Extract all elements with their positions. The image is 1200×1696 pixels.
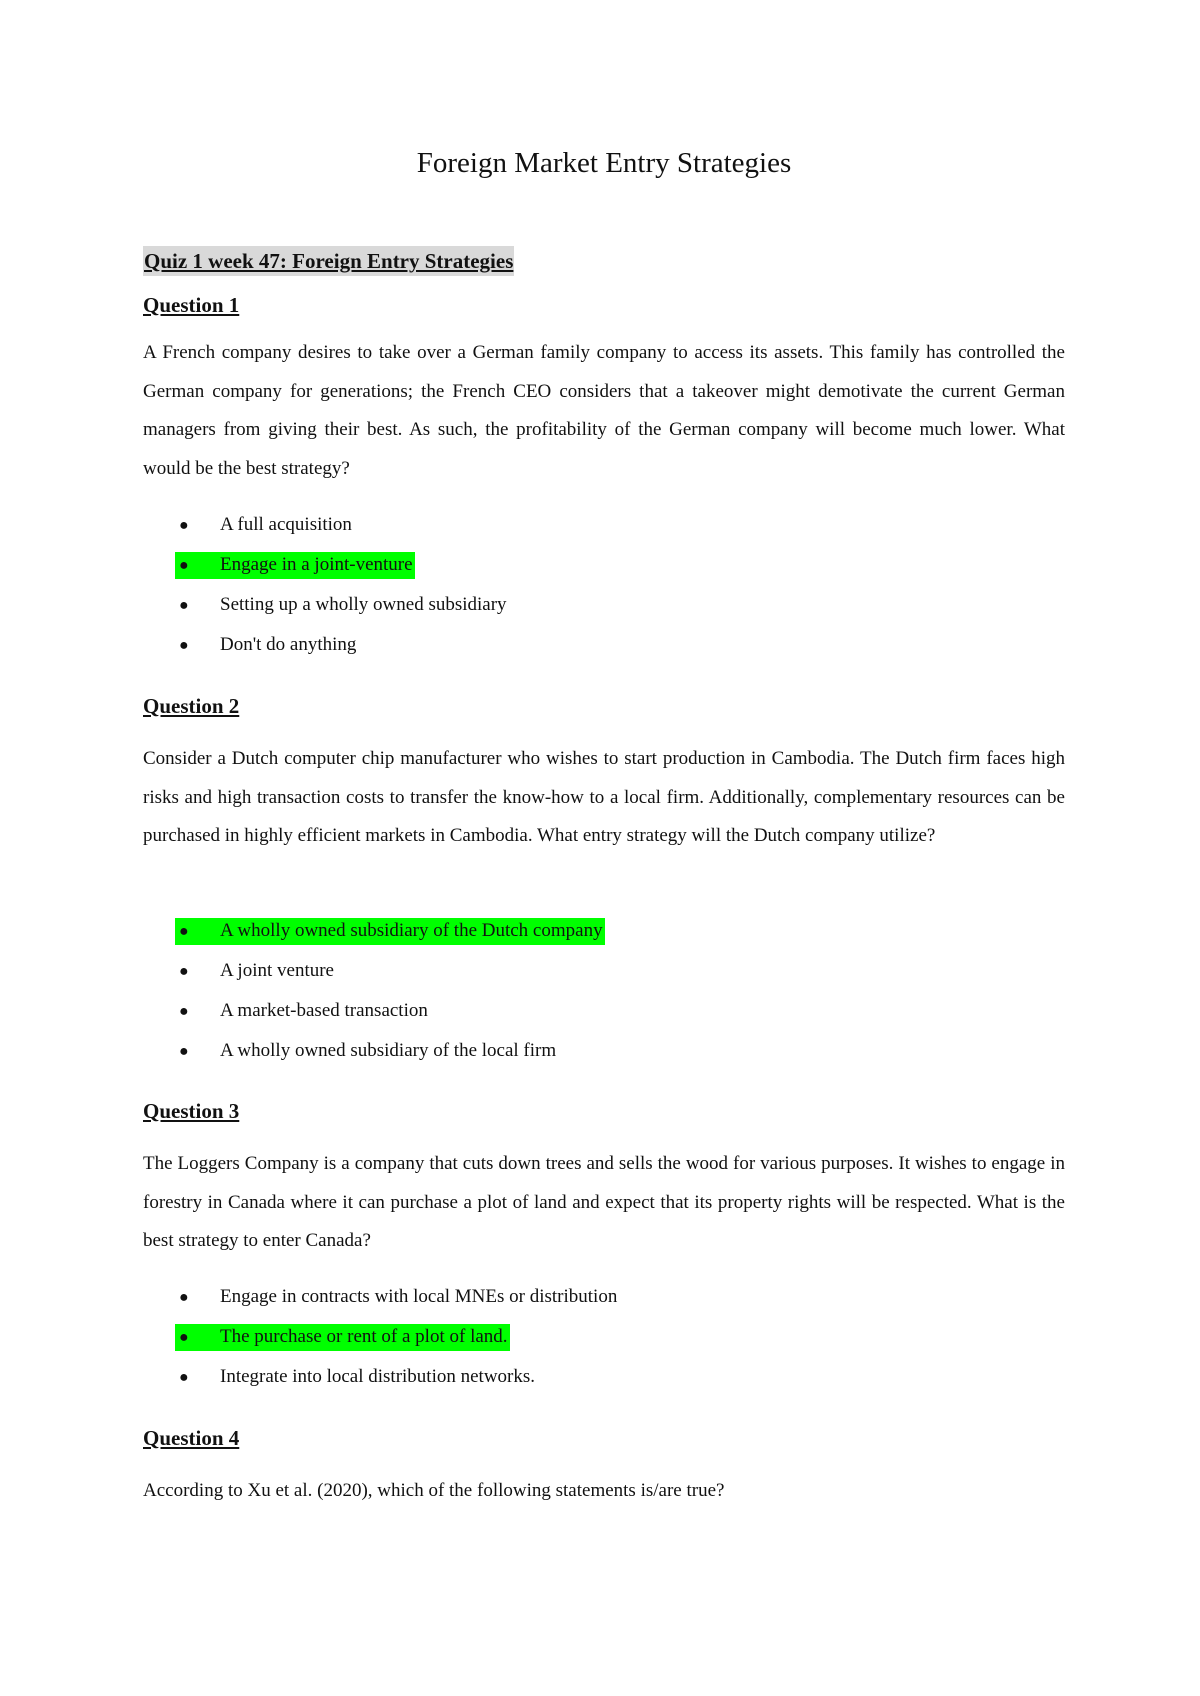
question-2-heading: Question 2 bbox=[143, 694, 240, 718]
bullet-icon: ● bbox=[179, 923, 189, 940]
question-1-heading: Question 1 bbox=[143, 293, 240, 317]
bullet-icon: ● bbox=[179, 517, 189, 534]
option-label: Don't do anything bbox=[220, 634, 357, 655]
option-label: A full acquisition bbox=[220, 514, 352, 535]
bullet-icon: ● bbox=[179, 637, 189, 654]
option-label: A wholly owned subsidiary of the local firm bbox=[220, 1040, 557, 1061]
question-3-heading: Question 3 bbox=[143, 1099, 240, 1123]
document-title: Foreign Market Entry Strategies bbox=[416, 147, 792, 179]
option-label: A wholly owned subsidiary of the Dutch company bbox=[220, 920, 603, 941]
question-4-heading: Question 4 bbox=[143, 1426, 240, 1450]
bullet-icon: ● bbox=[179, 1289, 189, 1306]
question-4-text: According to Xu et al. (2020), which of the following statements is/are true? bbox=[143, 1480, 725, 1501]
bullet-icon: ● bbox=[179, 557, 189, 574]
question-2-text: Consider a Dutch computer chip manufacturer who wishes to start production in Cambodia. The Dutch firm faces high risks and high transaction costs to transfer the know-how to a local firm. Additionally, complementary resources can be purchased in highly efficient markets in Cambodia. What entry strategy will the Dutch company utilize? bbox=[143, 748, 1065, 846]
option-label: Setting up a wholly owned subsidiary bbox=[220, 594, 507, 615]
bullet-icon: ● bbox=[179, 597, 189, 614]
option-label: Integrate into local distribution networks. bbox=[220, 1366, 536, 1387]
bullet-icon: ● bbox=[179, 1043, 189, 1060]
bullet-icon: ● bbox=[179, 1329, 189, 1346]
bullet-icon: ● bbox=[179, 1003, 189, 1020]
question-3-text: The Loggers Company is a company that cuts down trees and sells the wood for various purposes. It wishes to engage in forestry in Canada where it can purchase a plot of land and expect that its property rights will be respected. What is the best strategy to enter Canada? bbox=[143, 1153, 1065, 1251]
option-label: Engage in contracts with local MNEs or distribution bbox=[220, 1286, 618, 1307]
quiz-heading: Quiz 1 week 47: Foreign Entry Strategies bbox=[143, 246, 514, 276]
option-label: Engage in a joint-venture bbox=[220, 554, 413, 575]
option-label: A joint venture bbox=[220, 960, 334, 981]
question-1-text: A French company desires to take over a German family company to access its assets. This family has controlled the German company for generations; the French CEO considers that a takeover might demotivate the current German managers from giving their best. As such, the profitability of the German company will become much lower. What would be the best strategy? bbox=[143, 342, 1065, 479]
option-label: A market-based transaction bbox=[220, 1000, 428, 1021]
option-label: The purchase or rent of a plot of land. bbox=[220, 1326, 508, 1347]
bullet-icon: ● bbox=[179, 963, 189, 980]
bullet-icon: ● bbox=[179, 1369, 189, 1386]
